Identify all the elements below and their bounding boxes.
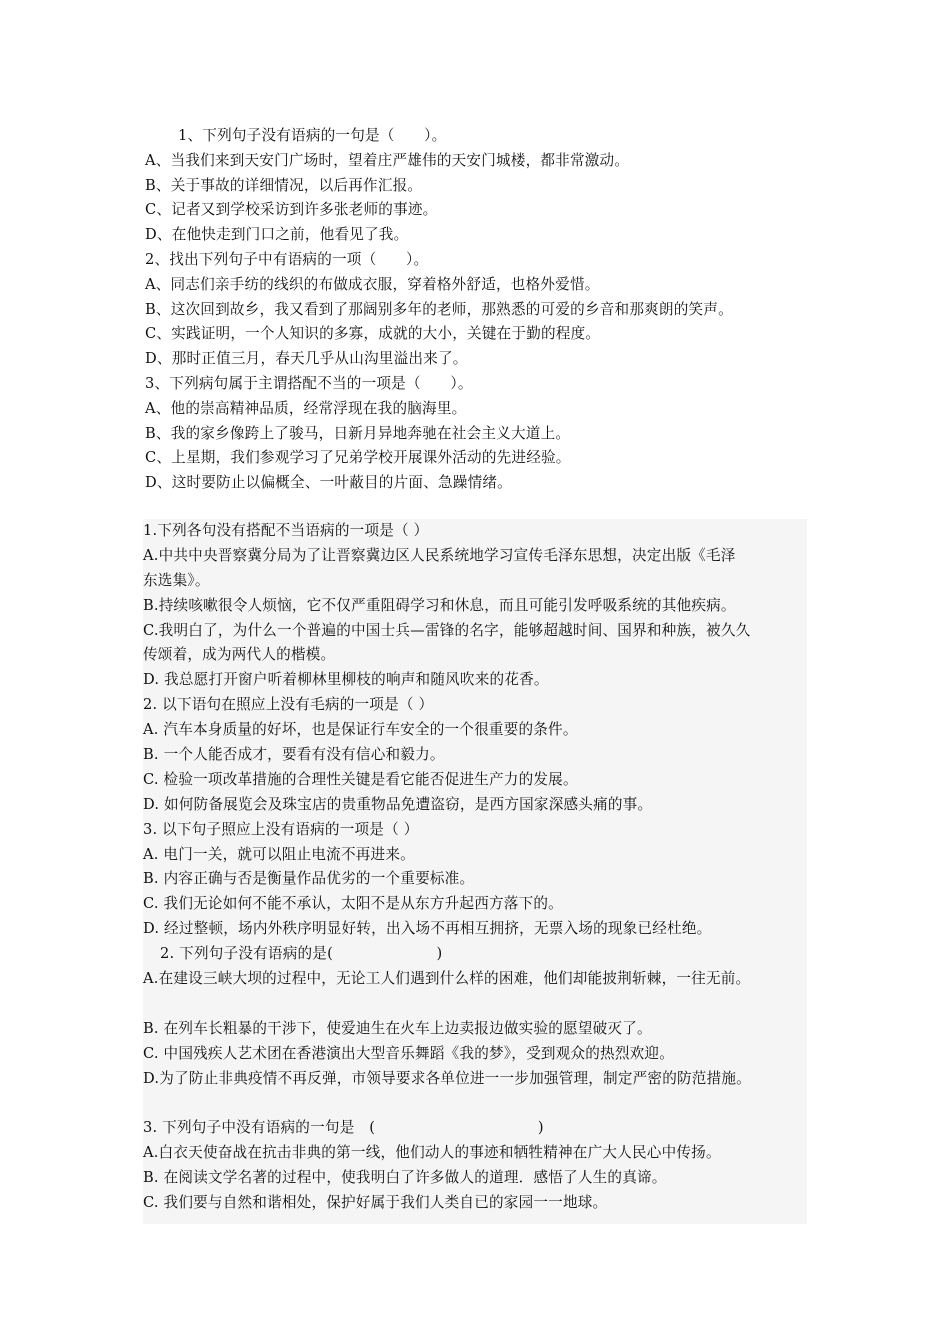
- text-line: 2. 以下语句在照应上没有毛病的一项是（ ）: [143, 696, 434, 714]
- question-3-option-a: A、他的崇高精神品质，经常浮现在我的脑海里。: [145, 399, 467, 417]
- question-2-option-c: C、实践证明，一个人知识的多寡，成就的大小，关键在于勤的程度。: [145, 325, 601, 343]
- question-3-option-c: C、上星期，我们参观学习了兄弟学校开展课外活动的先进经验。: [145, 449, 571, 467]
- text-line: 3. 以下句子照应上没有语病的一项是（ ）: [143, 820, 419, 838]
- text-line: A. 汽车本身质量的好坏，也是保证行车安全的一个很重要的条件。: [143, 721, 578, 739]
- question-1-stem: 1、下列句子没有语病的一句是（ ）。: [178, 127, 447, 144]
- text-line: 东选集》。: [143, 571, 210, 589]
- text-line: A.在建设三峡大坝的过程中，无论工人们遇到什么样的困难，他们却能披荆斩棘，一往无前。: [143, 970, 751, 988]
- question-3-stem: 3、下列病句属于主谓搭配不当的一项是（ ）。: [145, 374, 473, 392]
- text-line: B.持续咳嗽很令人烦恼，它不仅严重阻碍学习和休息，而且可能引发呼吸系统的其他疾病。: [143, 596, 736, 614]
- text-line: B. 在阅读文学名著的过程中，使我明白了许多做人的道理．感悟了人生的真谛。: [143, 1169, 667, 1187]
- question-2-option-a: A、同志们亲手纺的线织的布做成衣服，穿着格外舒适，也格外爱惜。: [145, 275, 600, 293]
- text-line: A.白衣天使奋战在抗击非典的第一线，他们动人的事迹和牺牲精神在广大人民心中传扬。: [143, 1144, 721, 1162]
- question-2-option-b: B、这次回到故乡，我又看到了那阔别多年的老师，那熟悉的可爱的乡音和那爽朗的笑声。: [145, 300, 733, 318]
- text-line: B. 在列车长粗暴的干涉下，使爱迪生在火车上边卖报边做实验的愿望破灭了。: [143, 1019, 652, 1037]
- question-2-option-d: D、那时正值三月，春天几乎从山沟里溢出来了。: [145, 350, 468, 368]
- text-line: 1.下列各句没有搭配不当语病的一项是（ ）: [143, 522, 429, 539]
- question-1-option-d: D、在他快走到门口之前，他看见了我。: [145, 226, 409, 244]
- text-line: D.为了防止非典疫情不再反弹，市领导要求各单位进一一步加强管理，制定严密的防范措施。: [143, 1069, 751, 1087]
- text-line: D. 我总愿打开窗户听着柳林里柳枝的响声和随风吹来的花香。: [143, 671, 549, 689]
- text-line: B. 一个人能否成才，要看有没有信心和毅力。: [143, 746, 445, 764]
- blank-line: [143, 1091, 807, 1116]
- exercise-section-1: [145, 124, 815, 496]
- question-3-option-d: D、这时要防止以偏概全、一叶蔽目的片面、急躁情绪。: [145, 474, 512, 492]
- text-line: C. 我们无论如何不能不承认，太阳不是从东方升起西方落下的。: [143, 895, 563, 913]
- question-1-option-c: C、记者又到学校采访到许多张老师的事迹。: [145, 201, 438, 219]
- exercise-section-2: [143, 519, 807, 1224]
- text-line: A.中共中央晋察冀分局为了让晋察冀边区人民系统地学习宣传毛泽东思想，决定出版《毛泽: [143, 546, 736, 564]
- blank-line: [143, 992, 807, 1017]
- question-1-option-a: A、当我们来到天安门广场时，望着庄严雄伟的天安门城楼，都非常激动。: [145, 151, 630, 169]
- question-1-option-b: B、关于事故的详细情况，以后再作汇报。: [145, 176, 423, 194]
- text-line: 传颂着，成为两代人的楷模。: [143, 646, 336, 664]
- text-line: D. 如何防备展览会及珠宝店的贵重物品免遭盗窃，是西方国家深感头痛的事。: [143, 795, 653, 813]
- question-3-option-b: B、我的家乡像跨上了骏马，日新月异地奔驰在社会主义大道上。: [145, 424, 571, 442]
- text-line: C.我明白了，为什么一个普遍的中国士兵—雷锋的名字，能够超越时间、国界和种族，被久久: [143, 621, 751, 639]
- text-line: 2. 下列句子没有语病的是( ): [160, 945, 443, 963]
- text-line: C. 中国残疾人艺术团在香港演出大型音乐舞蹈《我的梦》，受到观众的热烈欢迎。: [143, 1044, 675, 1062]
- text-line: D. 经过整顿，场内外秩序明显好转，出入场不再相互拥挤，无票入场的现象已经杜绝。: [143, 920, 712, 938]
- text-line: C. 我们要与自然和谐相处，保护好属于我们人类自已的家园一一地球。: [143, 1194, 608, 1212]
- text-line: B. 内容正确与否是衡量作品优劣的一个重要标准。: [143, 870, 475, 888]
- question-2-stem: 2、找出下列句子中有语病的一项（ ）。: [145, 250, 429, 268]
- text-line: 3. 下列句子中没有语病的一句是 ( ): [143, 1119, 544, 1137]
- text-line: A. 电门一关，就可以阻止电流不再进来。: [143, 845, 415, 863]
- text-line: C. 检验一项改革措施的合理性关键是看它能否促进生产力的发展。: [143, 770, 578, 788]
